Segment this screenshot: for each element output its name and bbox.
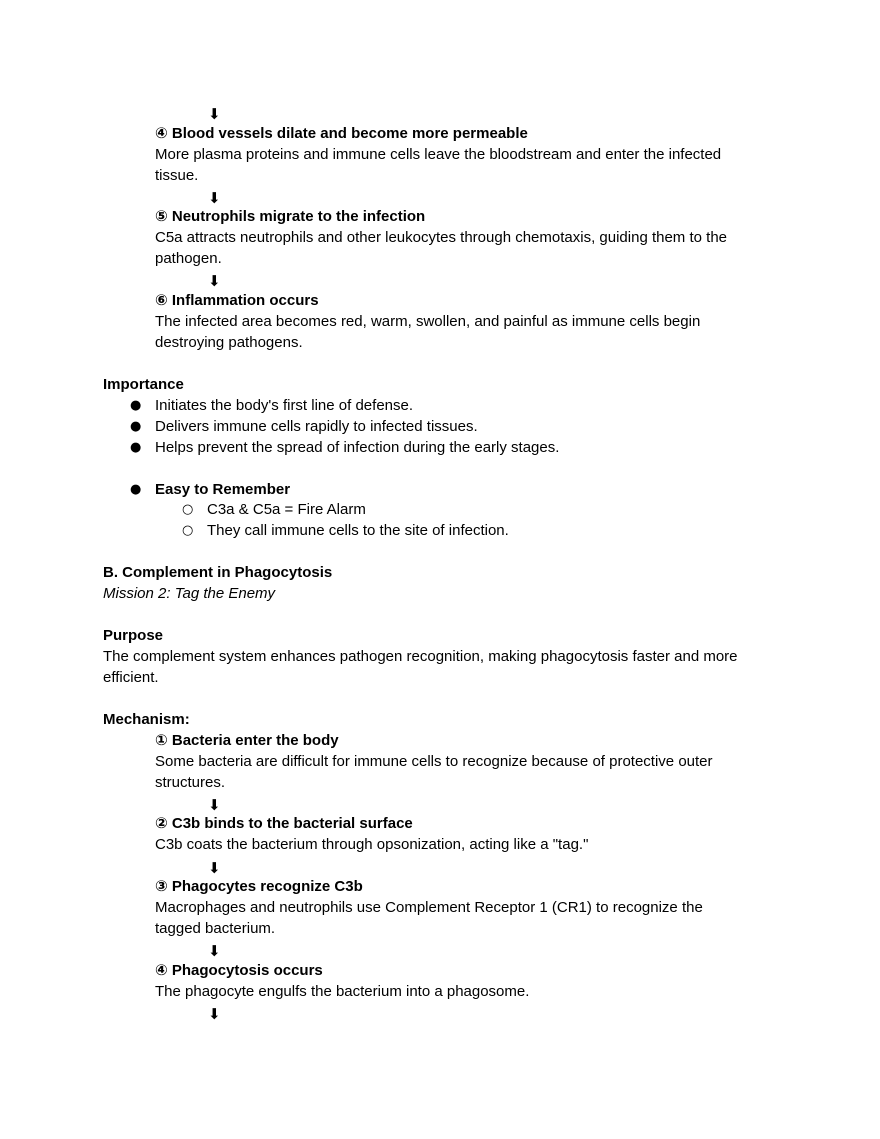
list-item: Helps prevent the spread of infection during the early stages. [155,439,560,456]
bullet-icon: ● [130,398,142,413]
sub-list-item: C3a & C5a = Fire Alarm [207,501,366,518]
purpose-text: efficient. [103,669,159,686]
step-description: pathogen. [155,250,222,267]
bullet-icon: ● [130,440,142,455]
step-description: tagged bacterium. [155,920,276,937]
bullet-icon: ● [130,482,142,497]
step-title: ③ Phagocytes recognize C3b [155,878,363,895]
sub-list-item: They call immune cells to the site of infection. [207,522,509,539]
step-description: tissue. [155,167,199,184]
list-item: Initiates the body's first line of defense. [155,397,414,414]
bullet-icon: ● [130,419,142,434]
flow-arrow-icon: ⬇ [208,942,221,960]
step-title: ④ Blood vessels dilate and become more permeable [155,125,528,142]
section-heading: B. Complement in Phagocytosis [103,564,333,581]
purpose-text: The complement system enhances pathogen recognition, making phagocytosis faster and more [103,648,738,665]
step-description: The phagocyte engulfs the bacterium into a phagosome. [155,983,530,1000]
step-description: C5a attracts neutrophils and other leukocytes through chemotaxis, guiding them to the [155,229,727,246]
importance-heading: Importance [103,376,184,393]
step-description: Macrophages and neutrophils use Complement Receptor 1 (CR1) to recognize the [155,899,703,916]
flow-arrow-icon: ⬇ [208,272,221,290]
step-title: ④ Phagocytosis occurs [155,962,323,979]
flow-arrow-icon: ⬇ [208,796,221,814]
step-description: Some bacteria are difficult for immune cells to recognize because of protective outer [155,753,713,770]
purpose-heading: Purpose [103,627,164,644]
step-description: destroying pathogens. [155,334,303,351]
flow-arrow-icon: ⬇ [208,1005,221,1023]
step-title: ① Bacteria enter the body [155,732,339,749]
step-description: C3b coats the bacterium through opsonization, acting like a "tag." [155,836,589,853]
sub-bullet-icon: ○ [182,523,194,538]
step-description: structures. [155,774,226,791]
step-title: ② C3b binds to the bacterial surface [155,815,413,832]
flow-arrow-icon: ⬇ [208,105,221,123]
step-title: ⑥ Inflammation occurs [155,292,319,309]
step-description: More plasma proteins and immune cells leave the bloodstream and enter the infected [155,146,722,163]
flow-arrow-icon: ⬇ [208,859,221,877]
sub-bullet-icon: ○ [182,502,194,517]
step-description: The infected area becomes red, warm, swollen, and painful as immune cells begin [155,313,701,330]
step-title: ⑤ Neutrophils migrate to the infection [155,208,426,225]
flow-arrow-icon: ⬇ [208,189,221,207]
mechanism-heading: Mechanism: [103,711,190,728]
easy-to-remember-label: Easy to Remember [155,481,291,498]
mission-subtitle: Mission 2: Tag the Enemy [103,585,276,602]
list-item: Delivers immune cells rapidly to infected tissues. [155,418,478,435]
